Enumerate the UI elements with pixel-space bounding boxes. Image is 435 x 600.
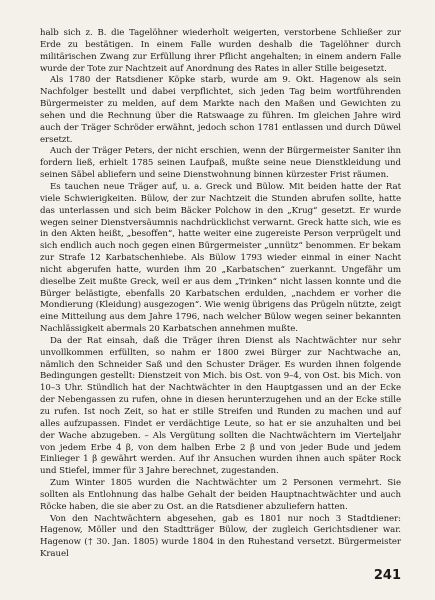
paragraph: Als 1780 der Ratsdiener Köpke starb, wurde am 9. Okt. Hagenow als sein Nachfolger bestellt und dabei verpflichtet, sich jeden Tag beim wortführenden Bürgermeister zu melden, auf dem Markte nach den Maßen und Gewichten zu sehen und die Rechnung über die Ratswaage zu führen. Im gleichen Jahre wird auch der Träger Schröder erwähnt, jedoch schon 1781 entlassen und durch Düwel ersetzt. [40,75,401,145]
page-number: 241 [373,568,401,583]
paragraph: Es tauchen neue Träger auf, u. a. Greck und Bülow. Mit beiden hatte der Rat viele Schwierigkeiten. Bülow, der zur Nachtzeit die Stunden abrufen sollte, hatte das unterlassen und sich beim Bäcker Polchow in den „Krug“ gesetzt. Er wurde wegen seiner Dienstversäumnis nachdrücklichst verwarnt. Greck hatte sich, wie es in den Akten heißt, „besoffen“, hatte weiter eine zugereiste Person verprügelt und sich endlich auch noch gegen einen Bürgermeister „unnütz“ benommen. Er bekam zur Strafe 12 Karbatschenhiebe. Als Bülow 1793 wieder einmal in einer Nacht nicht abgerufen hatte, wurden ihm 20 „Karbatschen“ zuerkannt. Ungefähr um dieselbe Zeit mußte Greck, weil er aus dem „Trinken“ nicht lassen konnte und die Bürger belästigte, ebenfalls 20 Karbatschen erdulden, „nachdem er vorher die Mondierung (Kleidung) ausgezogen“. Wie wenig übrigens das Prügeln nützte, zeigt eine Mitteilung aus dem Jahre 1796, nach welcher Bülow wegen seiner bekannten Nachlässigkeit abermals 20 Karbatschen annehmen mußte. [40,181,401,335]
paragraph: Da der Rat einsah, daß die Träger ihren Dienst als Nachtwächter nur sehr unvollkommen erfüllten, so nahm er 1800 zwei Bürger zur Nachtwache an, nämlich den Schneider Saß und den Schuster Dräger. Es wurden ihnen folgende Bedingungen gestellt: Dienstzeit von Mich. bis Ost. von 9–4, von Ost. bis Mich. von 10–3 Uhr. Stündlich hat der Nachtwächter in den Hauptgassen und an der Ecke der Nebengassen zu rufen, ohne in diesen herunterzugehen und an der Ecke stille zu rufen. Ist noch Zeit, so hat er stille Streifen und Runden zu machen und auf alles aufzupassen. Findet er verdächtige Leute, so hat er sie anzuhalten und bei der Wache abzugeben. – Als Vergütung sollten die Nachtwächtern im Vierteljahr von jedem Erbe 4 β, von dem halben Erbe 2 β und von jeder Bude und jedem Einlieger 1 β gewährt werden. Auf ihr Ansuchen wurden ihnen auch später Rock und Stiefel, immer für 3 Jahre berechnet, zugestanden. [40,335,401,477]
paragraph: Zum Winter 1805 wurden die Nachtwächter um 2 Personen vermehrt. Sie sollten als Entlohnung das halbe Gehalt der beiden Hauptnachtwächter und auch Röcke haben, die sie aber zu Ost. an die Ratsdiener abzuliefern hatten. [40,478,401,512]
paragraph: halb sich z. B. die Tagelöhner wiederholt weigerten, verstorbene Schließer zur Erde zu bestätigen. In einem Falle wurden deshalb die Tagelöhner durch militärischen Zwang zur Erfüllung ihrer Pflicht angehalten; in einem andern Falle wurde der Tote zur Nachtzeit auf Anordnung des Rates in aller Stille beigesetzt. [40,28,401,74]
paragraph: Von den Nachtwächtern abgesehen, gab es 1801 nur noch 3 Stadtdiener: Hagenow, Möller und den Stadtträger Bülow, der zugleich Gerichtsdiener war. Hagenow († 30. Jan. 1805) wurde 1804 in den Ruhestand versetzt. Bürgermeister Krauel [40,513,401,560]
body-text [40,28,401,561]
paragraph: Auch der Träger Peters, der nicht erschien, wenn der Bürgermeister Saniter ihn fordern ließ, erhielt 1785 seinen Laufpaß, mußte seine neue Dienstkleidung und seinen Säbel abliefern und seine Dienstwohnung binnen kürzester Frist räumen. [40,146,401,181]
